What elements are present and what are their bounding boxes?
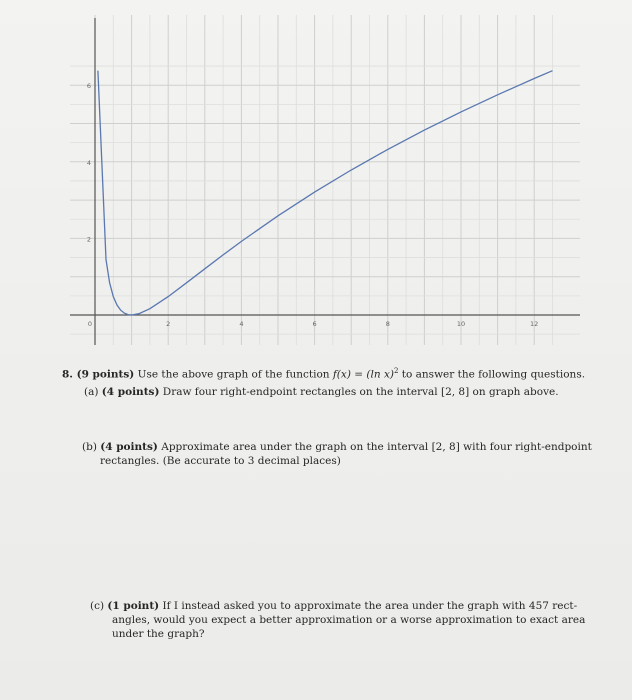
part-a — [84, 385, 594, 399]
part-b — [82, 440, 597, 468]
part-c-line-2: angles, would you expect a better approximation or a worse approximation to exact area — [112, 614, 586, 626]
part-b-line-1: Approximate area under the graph on the interval [2, 8] with four right-endpoint — [161, 441, 592, 453]
part-c-points: (1 point) — [107, 600, 160, 612]
x-tick-label: 12 — [530, 320, 539, 328]
part-a-label: (a) — [84, 386, 99, 398]
x-tick-label: 4 — [239, 320, 244, 328]
part-c — [90, 599, 590, 641]
graph-tick-labels — [87, 82, 538, 328]
x-tick-label: 8 — [385, 320, 390, 328]
part-a-points: (4 points) — [101, 386, 160, 398]
question-number: 8. — [62, 368, 73, 381]
function-graph — [0, 0, 632, 345]
function-curve — [98, 71, 553, 315]
question-points: (9 points) — [76, 368, 135, 381]
function-expression: f(x) = (ln x) — [332, 368, 394, 381]
x-tick-label: 2 — [166, 320, 171, 328]
graph-grid — [70, 15, 580, 345]
x-tick-label: 10 — [456, 320, 466, 328]
part-b-label: (b) — [82, 441, 97, 453]
question-intro: Use the above graph of the function — [137, 368, 330, 381]
part-b-points: (4 points) — [100, 441, 158, 453]
question-8-header — [62, 364, 602, 382]
y-tick-label: 2 — [86, 235, 91, 244]
part-a-text: Draw four right-endpoint rectangles on the interval [2, 8] on graph above. — [162, 386, 559, 398]
y-tick-label: 6 — [86, 82, 91, 91]
function-exponent: 2 — [393, 367, 399, 375]
x-tick-label: 6 — [312, 320, 317, 328]
x-tick-label: 0 — [87, 320, 93, 328]
y-tick-label: 4 — [86, 158, 91, 167]
part-c-label: (c) — [90, 600, 105, 612]
part-c-line-1: If I instead asked you to approximate the area under the graph with 457 rect- — [162, 600, 578, 612]
part-c-line-3: under the graph? — [112, 628, 205, 640]
question-intro-end: to answer the following questions. — [401, 368, 586, 381]
part-b-line-2: rectangles. (Be accurate to 3 decimal places) — [100, 455, 341, 467]
